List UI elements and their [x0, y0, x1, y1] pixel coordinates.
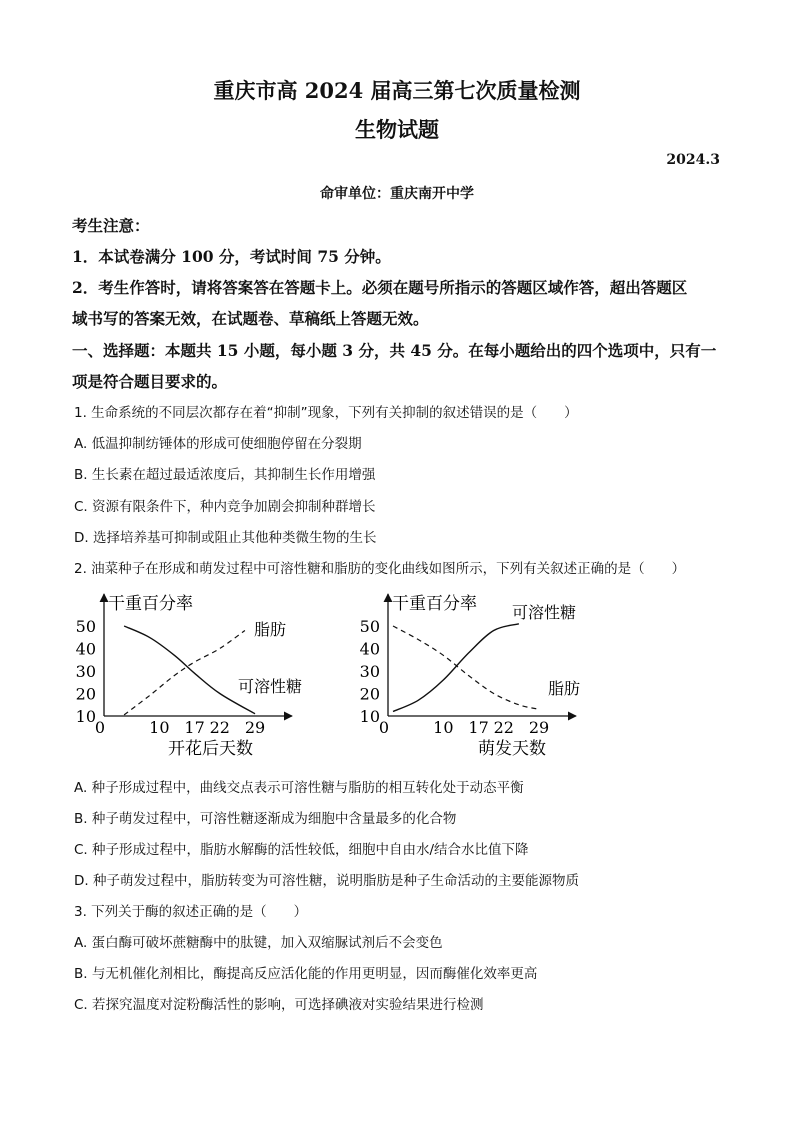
section-1-line-1: 一、选择题：本题共 15 小题，每小题 3 分，共 45 分。在每小题给出的四个选项中，只有一 — [72, 341, 717, 360]
question-3-option-a: A. 蛋白酶可破坏蔗糖酶中的肽键，加入双缩脲试剂后不会变色 — [74, 935, 443, 951]
notice-item-2-line-2: 域书写的答案无效，在试题卷、草稿纸上答题无效。 — [72, 309, 429, 328]
chart-2 — [360, 594, 580, 759]
question-2-figure — [70, 588, 730, 766]
question-1-option-d: D. 选择培养基可抑制或阻止其他种类微生物的生长 — [74, 530, 377, 546]
section-1-line-2: 项是符合题目要求的。 — [72, 372, 228, 391]
chart-2-y-tick-20: 20 — [359, 684, 380, 704]
chart-1-x-tick-0: 0 — [94, 718, 106, 737]
chart-1-x-tick-22: 22 — [209, 718, 230, 737]
chart-1-y-tick-20: 20 — [75, 684, 96, 704]
subject-title: 生物试题 — [355, 117, 439, 142]
question-1-stem: 1. 生命系统的不同层次都存在着“抑制”现象，下列有关抑制的叙述错误的是（ ） — [74, 405, 578, 421]
chart-1-xlabel: 开花后天数 — [168, 739, 253, 759]
question-2-option-b: B. 种子萌发过程中，可溶性糖逐渐成为细胞中含量最多的化合物 — [74, 811, 457, 827]
chart-2-ylabel: 干重百分率 — [392, 594, 477, 614]
authoring-unit: 命审单位：重庆南开中学 — [320, 186, 474, 202]
chart-2-x-tick-17: 17 — [468, 718, 489, 737]
chart-1-x-tick-29: 29 — [244, 718, 266, 737]
chart-2-series-sugar-label: 可溶性糖 — [512, 603, 577, 622]
question-1-option-a: A. 低温抑制纺锤体的形成可使细胞停留在分裂期 — [74, 436, 362, 452]
chart-2-x-tick-22: 22 — [493, 718, 514, 737]
question-1-option-c: C. 资源有限条件下，种内竞争加剧会抑制种群增长 — [74, 499, 376, 515]
notice-item-1: 1．本试卷满分 100 分，考试时间 75 分钟。 — [72, 247, 391, 266]
chart-1-x-tick-17: 17 — [184, 718, 205, 737]
chart-1-y-tick-30: 30 — [75, 662, 96, 681]
chart-1 — [76, 594, 302, 759]
chart-2-x-tick-0: 0 — [378, 718, 390, 737]
chart-2-series-sugar-line — [393, 624, 519, 712]
question-2-stem: 2. 油菜种子在形成和萌发过程中可溶性糖和脂肪的变化曲线如图所示，下列有关叙述正确的是（ ） — [74, 561, 686, 577]
question-2-option-c: C. 种子形成过程中，脂肪水解酶的活性较低，细胞中自由水/结合水比值下降 — [74, 842, 529, 858]
question-3-option-b: B. 与无机催化剂相比，酶提高反应活化能的作用更明显，因而酶催化效率更高 — [74, 966, 538, 982]
chart-1-series-sugar-line — [124, 626, 255, 714]
chart-2-y-tick-30: 30 — [359, 662, 380, 681]
chart-1-y-tick-10: 10 — [75, 707, 96, 726]
chart-2-y-tick-50: 50 — [359, 617, 380, 636]
question-1-option-b: B. 生长素在超过最适浓度后，其抑制生长作用增强 — [74, 467, 376, 483]
chart-1-series-sugar-label: 可溶性糖 — [238, 677, 303, 696]
question-3-stem: 3. 下列关于酶的叙述正确的是（ ） — [74, 904, 308, 920]
question-2-option-d: D. 种子萌发过程中，脂肪转变为可溶性糖，说明脂肪是种子生命活动的主要能源物质 — [74, 873, 579, 889]
question-2-option-a: A. 种子形成过程中，曲线交点表示可溶性糖与脂肪的相互转化处于动态平衡 — [74, 780, 524, 796]
chart-2-x-tick-29: 29 — [528, 718, 550, 737]
chart-1-series-fat-line — [124, 631, 245, 715]
chart-1-x-tick-10: 10 — [149, 718, 170, 737]
chart-1-ylabel: 干重百分率 — [108, 594, 193, 614]
chart-2-series-fat-label: 脂肪 — [548, 679, 581, 698]
chart-2-series-fat-line — [393, 626, 539, 709]
question-3-option-c: C. 若探究温度对淀粉酶活性的影响，可选择碘液对实验结果进行检测 — [74, 997, 484, 1013]
chart-2-y-tick-10: 10 — [359, 707, 380, 726]
notice-item-2-line-1: 2．考生作答时，请将答案答在答题卡上。必须在题号所指示的答题区域作答，超出答题区 — [72, 278, 688, 297]
exam-date: 2024.3 — [666, 152, 720, 168]
chart-1-series-fat-label: 脂肪 — [254, 620, 287, 639]
chart-1-y-tick-50: 50 — [75, 617, 96, 636]
page-title: 重庆市高 2024 届高三第七次质量检测 — [213, 78, 581, 103]
chart-1-y-tick-40: 40 — [75, 639, 96, 659]
chart-2-x-tick-10: 10 — [433, 718, 454, 737]
chart-2-y-tick-40: 40 — [359, 639, 380, 659]
notice-heading: 考生注意： — [72, 216, 150, 235]
chart-2-xlabel: 萌发天数 — [478, 739, 546, 759]
